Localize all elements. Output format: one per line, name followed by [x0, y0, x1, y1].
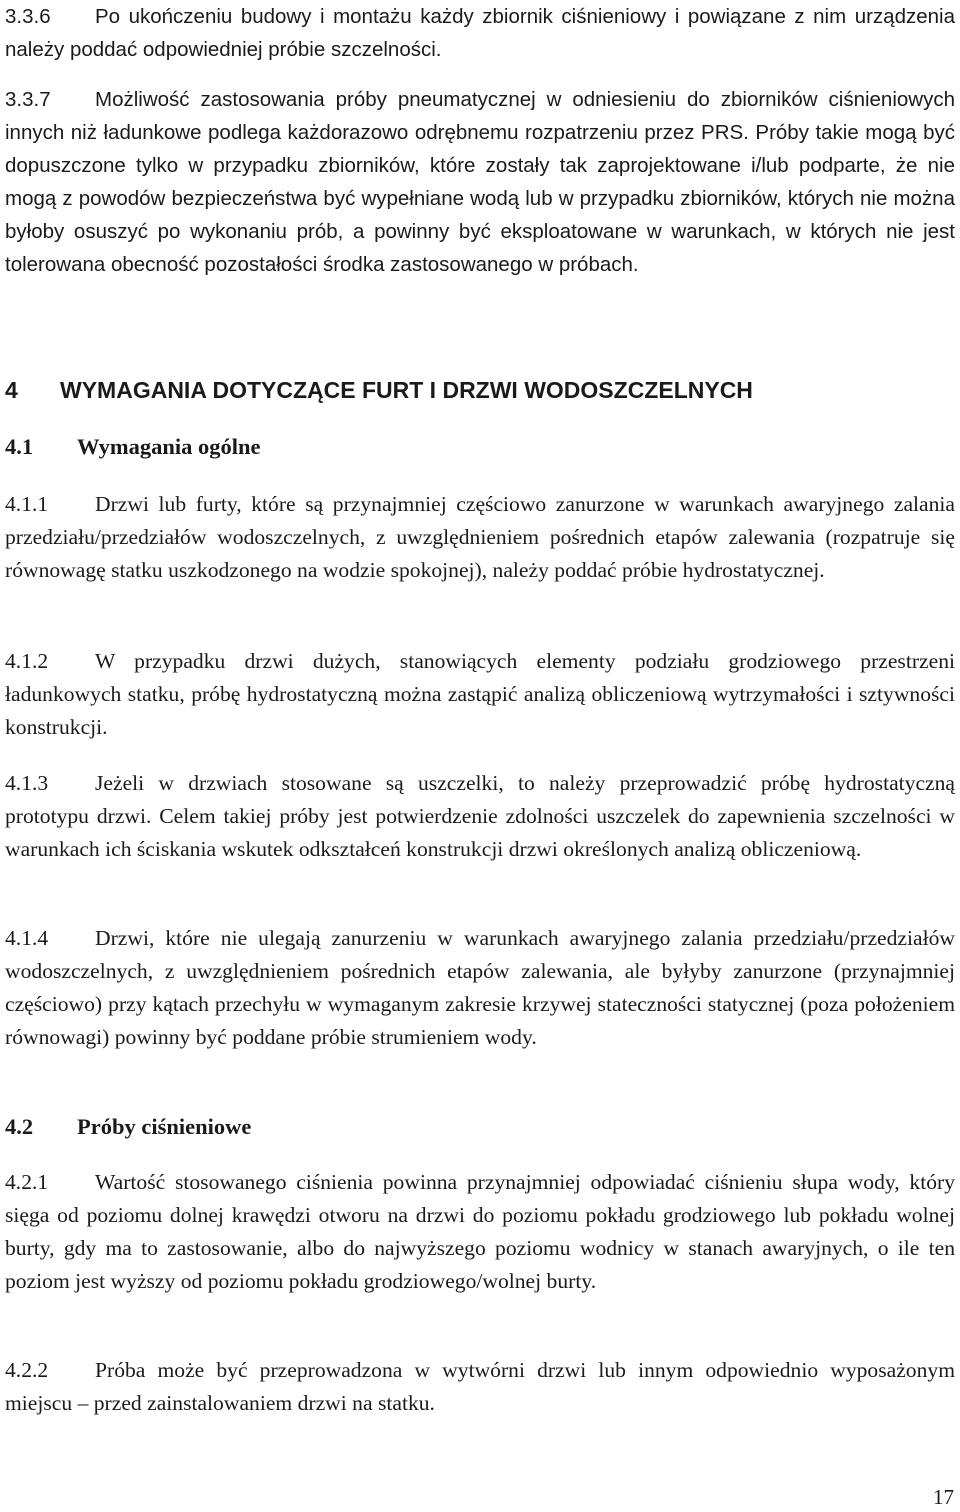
- paragraph-text: Próba może być przeprowadzona w wytwórni drzwi lub innym odpowiednio wyposażonym miejscu – przed zainstalowaniem drzwi na statku.: [5, 1358, 955, 1415]
- heading-title: Wymagania ogólne: [77, 434, 261, 459]
- paragraph-3-3-6: [5, 0, 955, 66]
- page-number: 17: [933, 1485, 954, 1509]
- paragraph-text: W przypadku drzwi dużych, stanowiących elementy podziału grodziowego przestrzeni ładunkowych statku, próbę hydrostatyczną można zastąpić analizą obliczeniową wytrzymałości i sztywności konstrukcji.: [5, 649, 955, 739]
- paragraph-4-2-2: [5, 1354, 955, 1420]
- paragraph-number: 4.1.4: [5, 926, 49, 950]
- paragraph-number: 4.2.1: [5, 1170, 49, 1194]
- paragraph-4-1-1: [5, 488, 955, 587]
- subsection-heading-4-1: [5, 430, 955, 463]
- paragraph-3-3-7: [5, 83, 955, 281]
- paragraph-text: Drzwi, które nie ulegają zanurzeniu w warunkach awaryjnego zalania przedziału/przedziałów wodoszczelnych, z uwzględnieniem pośrednich etapów zalewania, ale byłyby zanurzone (przynajmniej częściowo) przy kątach przechyłu w wymaganym zakresie krzywej stateczności statycznej (poza położeniem równowagi) powinny być poddane próbie strumieniem wody.: [5, 926, 955, 1049]
- paragraph-text: Drzwi lub furty, które są przynajmniej częściowo zanurzone w warunkach awaryjnego zalania przedziału/przedziałów wodoszczelnych, z uwzględnieniem pośrednich etapów zalewania (rozpatruje się równowagę statku uszkodzonego na wodzie spokojnej), należy poddać próbie hydrostatycznej.: [5, 492, 955, 582]
- paragraph-number: 4.2.2: [5, 1358, 49, 1382]
- paragraph-text: Możliwość zastosowania próby pneumatycznej w odniesieniu do zbiorników ciśnieniowych innych niż ładunkowe podlega każdorazowo odrębnemu rozpatrzeniu przez PRS.: [5, 88, 955, 144]
- subsection-heading-4-2: [5, 1110, 955, 1143]
- paragraph-number: 3.3.6: [5, 5, 51, 28]
- paragraph-text: Jeżeli w drzwiach stosowane są uszczelki, to należy przeprowadzić próbę hydrostatyczną prototypu drzwi. Celem takiej próby jest potwierdzenie zdolności uszczelek do zapewnienia szczelności w warunkach ich ściskania wskutek odkształceń konstrukcji drzwi określonych analizą obliczeniową.: [5, 771, 955, 861]
- paragraph-4-1-3: [5, 767, 955, 866]
- paragraph-text: Po ukończeniu budowy i montażu każdy zbiornik ciśnieniowy i powiązane z nim urządzenia należy poddać odpowiedniej próbie szczelności.: [5, 5, 955, 61]
- paragraph-text: Wartość stosowanego ciśnienia powinna przynajmniej odpowiadać ciśnieniu słupa wody, który sięga od poziomu dolnej krawędzi otworu na drzwi do poziomu pokładu grodziowego lub pokładu wolnej burty, gdy ma to zastosowanie, albo do najwyższego poziomu wodnicy w stanach awaryjnych, o ile ten poziom jest wyższy od poziomu pokładu grodziowego/wolnej burty.: [5, 1170, 955, 1293]
- heading-number: 4.1: [5, 434, 34, 459]
- paragraph-number: 3.3.7: [5, 88, 51, 111]
- paragraph-4-2-1: [5, 1166, 955, 1298]
- paragraph-number: 4.1.1: [5, 492, 49, 516]
- paragraph-4-1-2: [5, 645, 955, 744]
- heading-title: WYMAGANIA DOTYCZĄCE FURT I DRZWI WODOSZCZELNYCH: [60, 377, 753, 403]
- paragraph-4-1-4: [5, 922, 955, 1054]
- paragraph-number: 4.1.3: [5, 771, 49, 795]
- heading-number: 4.2: [5, 1114, 34, 1139]
- heading-number: 4: [5, 377, 18, 403]
- heading-title: Próby ciśnieniowe: [77, 1114, 252, 1139]
- paragraph-text-continued: Próby takie mogą być dopuszczone tylko w przypadku zbiorników, które zostały tak zaprojektowane i/lub podparte, że nie mogą z powodów bezpieczeństwa być wypełniane wodą lub w przypadku zbiorników, których nie można byłoby osuszyć po wykonaniu prób, a powinny być eksploatowane w warunkach, w których nie jest tolerowana obecność pozostałości środka zastosowanego w próbach.: [5, 121, 955, 276]
- paragraph-number: 4.1.2: [5, 649, 49, 673]
- section-heading-4: [5, 374, 955, 407]
